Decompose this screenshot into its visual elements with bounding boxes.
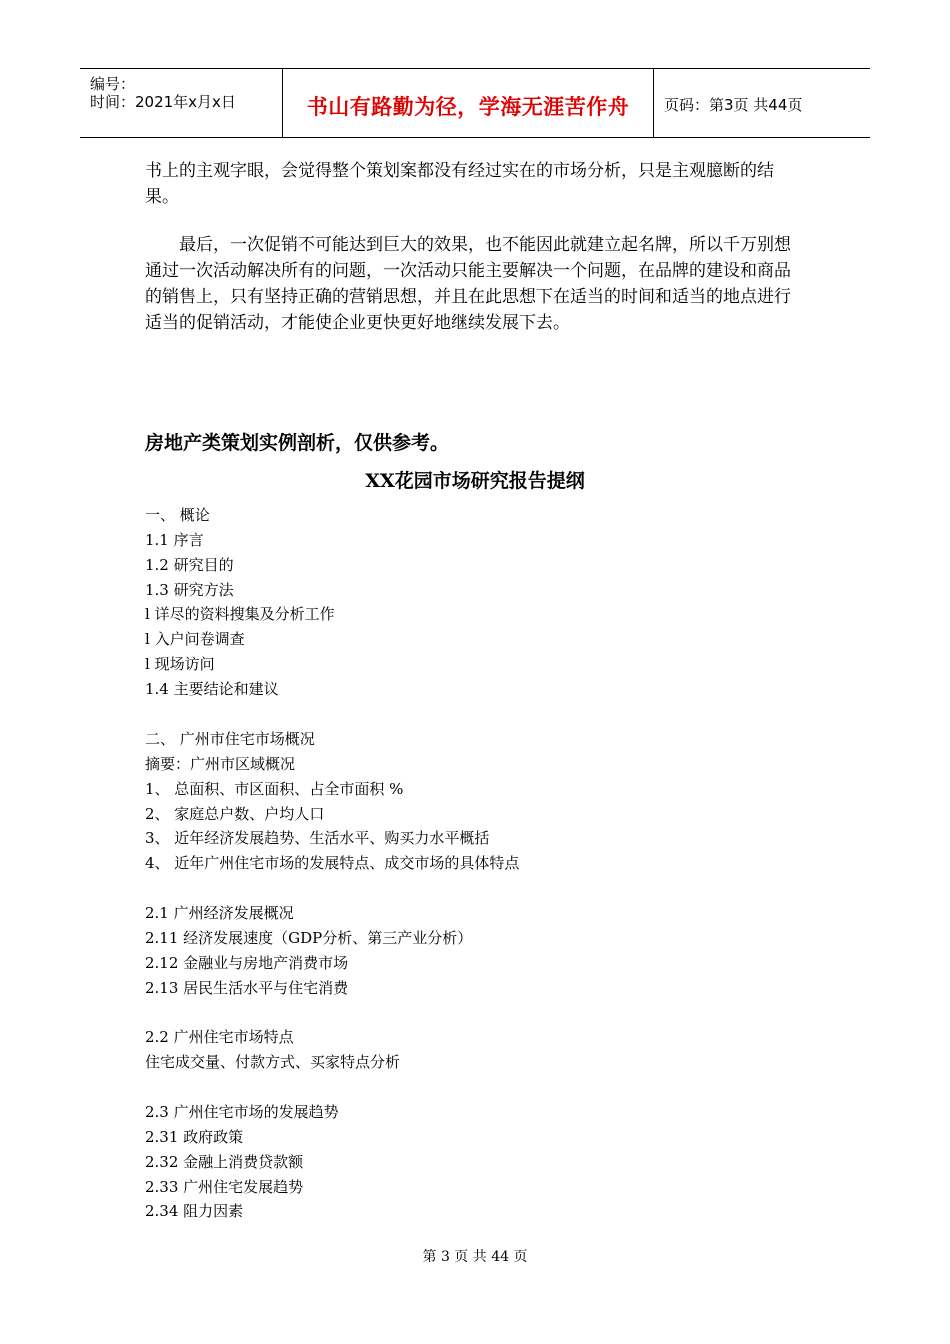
outline-item: 一、 概论 — [145, 506, 210, 524]
outline-item: 3、 近年经济发展趋势、生活水平、购买力水平概括 — [145, 829, 490, 847]
outline-item: 1、 总面积、市区面积、占全市面积 % — [145, 780, 404, 798]
outline-item: 2.11 经济发展速度（GDP分析、第三产业分析） — [145, 929, 473, 947]
outline-item: 1.1 序言 — [145, 531, 204, 549]
outline-item: 2、 家庭总户数、户均人口 — [145, 805, 325, 823]
header-page-info: 页码：第3页 共44页 — [664, 96, 803, 114]
outline-item: 2.13 居民生活水平与住宅消费 — [145, 979, 349, 997]
outline-item: 4、 近年广州住宅市场的发展特点、成交市场的具体特点 — [145, 854, 520, 872]
outline-item: 2.32 金融上消费贷款额 — [145, 1153, 304, 1171]
outline-item: 2.3 广州住宅市场的发展趋势 — [145, 1103, 339, 1121]
outline-item: 1.4 主要结论和建议 — [145, 680, 279, 698]
outline-item: 摘要：广州市区域概况 — [145, 755, 296, 773]
outline-item: 2.12 金融业与房地产消费市场 — [145, 954, 349, 972]
outline-item: 二、 广州市住宅市场概况 — [145, 730, 315, 748]
outline-item: 2.34 阻力因素 — [145, 1202, 244, 1220]
outline-item: l 现场访问 — [145, 655, 215, 673]
outline-item: 1.2 研究目的 — [145, 556, 234, 574]
outline-item: 1.3 研究方法 — [145, 581, 234, 599]
outline-item: l 详尽的资料搜集及分析工作 — [145, 605, 335, 623]
outline-item: l 入户问卷调查 — [145, 630, 245, 648]
document-header — [80, 68, 870, 138]
report-title: XX花园市场研究报告提纲 — [365, 470, 585, 492]
document-date: 时间：2021年x月x日 — [90, 93, 236, 111]
paragraph-1: 书上的主观字眼，会觉得整个策划案都没有经过实在的市场分析，只是主观臆断的结果。 — [145, 161, 774, 207]
header-motto: 书山有路勤为径，学海无涯苦作舟 — [306, 95, 630, 119]
outline-item: 2.2 广州住宅市场特点 — [145, 1028, 294, 1046]
outline-item: 2.31 政府政策 — [145, 1128, 244, 1146]
header-info-cell — [80, 69, 283, 137]
header-page-cell — [654, 69, 870, 137]
outline-item: 2.1 广州经济发展概况 — [145, 904, 294, 922]
paragraph-2-text: 最后，一次促销不可能达到巨大的效果，也不能因此就建立起名牌，所以千万别想通过一次活动解决所有的问题，一次活动只能主要解决一个问题，在品牌的建设和商品的销售上，只有坚持正确的营销思想，并且在此思想下在适当的时间和适当的地点进行适当的促销活动，才能使企业更快更好地继续发展下去。 — [145, 235, 791, 333]
header-motto-cell — [283, 69, 654, 137]
document-number-label: 编号： — [90, 75, 136, 93]
outline-item: 2.33 广州住宅发展趋势 — [145, 1178, 304, 1196]
paragraph-2 — [145, 232, 805, 336]
outline-item: 住宅成交量、付款方式、买家特点分析 — [145, 1053, 401, 1071]
page-footer: 第 3 页 共 44 页 — [422, 1249, 528, 1265]
section-heading: 房地产类策划实例剖析，仅供参考。 — [145, 432, 450, 454]
